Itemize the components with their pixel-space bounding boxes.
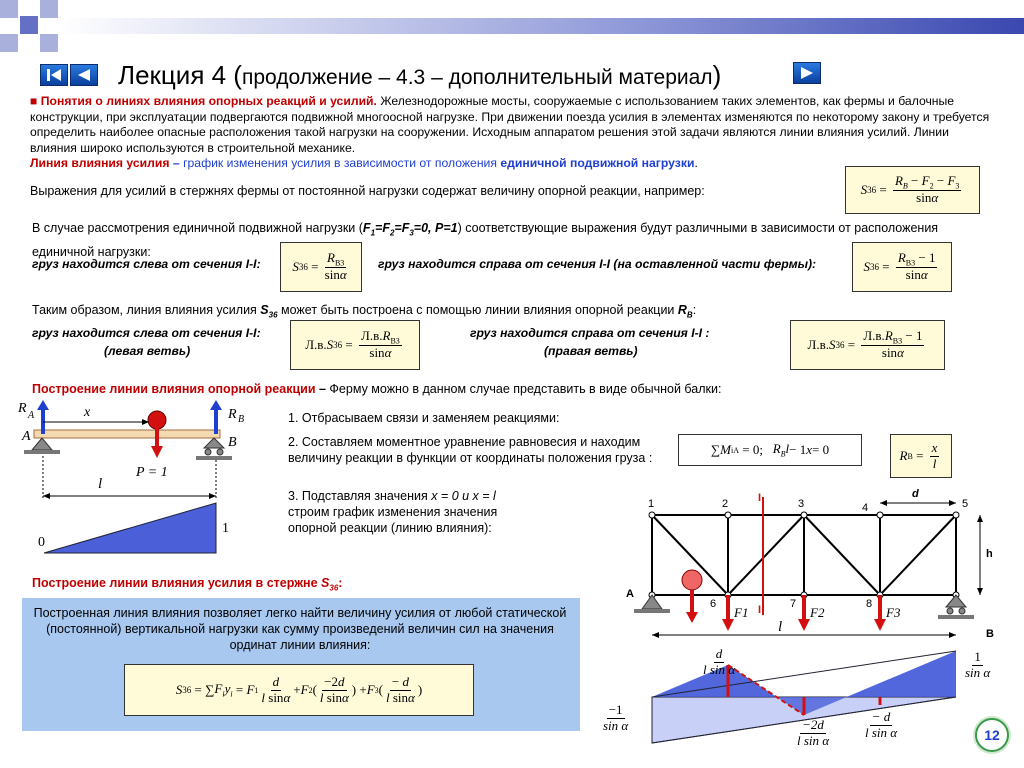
step-2: 2. Составляем моментное уравнение равновесия и находим величину реакции в функции от координаты положения груза : bbox=[288, 435, 653, 465]
formula-s36-right: S 36 = $\frac{R_{B3} - 1}{\sin\alpha}$ bbox=[852, 242, 952, 292]
dim-h: h bbox=[986, 548, 993, 560]
formula-rb: R B = $\frac{x}{l}$ bbox=[890, 434, 952, 478]
load-left-label: груз находится слева от сечения I-I: bbox=[32, 257, 261, 271]
bullet-icon: ■ bbox=[30, 94, 41, 108]
para-1: Выражения для усилий в стержнях фермы от постоянной нагрузки содержат величину опорной реакции, например: bbox=[30, 184, 705, 198]
ord-mid: $\frac{-2d}{\text{l sin α}}$ bbox=[797, 717, 830, 748]
ord-top: $\frac{d}{\text{l sin α}}$ bbox=[703, 646, 736, 677]
one-label: 1 bbox=[222, 521, 229, 536]
section-top: I bbox=[758, 492, 762, 504]
nav-left-group bbox=[40, 64, 98, 86]
beam-diagram bbox=[14, 398, 250, 568]
first-slide-button[interactable] bbox=[40, 64, 68, 86]
formula-s36-constant: S 36 = $\frac{R_B - F_2 - F_3}{\sin\alpha}$ bbox=[845, 166, 980, 214]
ord-right: $\frac{1}{\text{sin α}}$ bbox=[965, 649, 991, 680]
support-a: A bbox=[626, 588, 634, 600]
prev-icon bbox=[76, 68, 92, 82]
ord-left: $\frac{-1}{\text{sin α}}$ bbox=[603, 702, 629, 733]
node-5: 5 bbox=[962, 498, 969, 510]
para-2: В случае рассмотрения единичной подвижной нагрузки ($F_1=F_2=F_3=0$, P=1) соответствующие выражения будут различными в зависимости от расположения единичной нагрузки: bbox=[32, 221, 939, 259]
node-7: 7 bbox=[790, 598, 797, 610]
lv-left-sub: (левая ветвь) bbox=[104, 344, 191, 358]
section-2: Построение линии влияния усилия в стержне $S_{36}$: bbox=[32, 576, 343, 593]
formula-s36-left: S 36 = $\frac{R_{B3}}{\sin\alpha}$ bbox=[280, 242, 362, 292]
formula-moment: ∑ M iA = 0; $R_Bl$ − 1 x = 0 bbox=[678, 434, 862, 466]
page-number: 12 bbox=[975, 718, 1009, 752]
step-1: 1. Отбрасываем связи и заменяем реакциями: bbox=[288, 411, 560, 425]
section-1: Построение линии влияния опорной реакции – Ферму можно в данном случае представить в виде обычной балки: bbox=[32, 382, 722, 396]
step-3: 3. Подставляя значения x = 0 и x = l строим график изменения значения опорной реакции (линию влияния): bbox=[288, 489, 498, 535]
intro-paragraph: ■ Понятия о линиях влияния опорных реакций и усилий. Железнодорожные мосты, сооружаемые с использованием таких элементов, как фермы и балочные конструкции, при эксплуатации подвергаются подвижной многоосной нагрузке. При движении поезда усилия в элементах изменяются по некоторому закону и требуется определить наиболее опасные расположения такой нагрузки на сооружении. Исходным аппаратом решения этой задачи являются линии влияния усилий. Линии влияния широко используются в строительной механике. Линия влияния усилия – график изменения усилия в зависимости от положения единичной подвижной нагрузки. bbox=[30, 94, 990, 170]
node-8: 8 bbox=[866, 598, 873, 610]
next-icon bbox=[799, 66, 815, 80]
ord-mid2: $\frac{- d}{\text{l sin α}}$ bbox=[865, 709, 898, 740]
rb-sub: B bbox=[238, 414, 245, 425]
support-b: B bbox=[986, 628, 994, 640]
skip-back-icon bbox=[46, 68, 62, 82]
formula-lv-right: Л.в. S 36 = $\frac{Л.в.R_{B3} - 1}{\sin\alpha}$ bbox=[790, 320, 945, 370]
node-6: 6 bbox=[710, 598, 717, 610]
p-label: P = 1 bbox=[136, 465, 168, 480]
f1-label: F1 bbox=[734, 605, 749, 620]
section-bottom: I bbox=[758, 604, 762, 616]
x-label: x bbox=[84, 405, 91, 420]
next-group bbox=[793, 62, 821, 84]
b-label: B bbox=[228, 435, 237, 450]
page-title: Лекция 4 (продолжение – 4.3 – дополнительный материал) bbox=[118, 60, 722, 90]
node-4: 4 bbox=[862, 502, 869, 514]
ra-label: R bbox=[18, 401, 27, 416]
lv-right-label: груз находится справа от сечения I-I : bbox=[470, 326, 710, 340]
node-3: 3 bbox=[798, 498, 805, 510]
node-2: 2 bbox=[722, 498, 729, 510]
ra-sub: A bbox=[28, 410, 35, 421]
truss-diagram bbox=[600, 485, 1020, 755]
formula-sum: S 36 = ∑ $F_iy_i$ = F 1 $\frac{d}{\text{l sinα}}$ + F 2 ( $\frac{-2d}{\text{l sinα}}$ ) + F 3 ( $\frac{- d}{\text{l sinα}}$ ) bbox=[124, 664, 474, 716]
a-label: A bbox=[22, 429, 31, 444]
prev-slide-button[interactable] bbox=[70, 64, 98, 86]
next-slide-button[interactable] bbox=[793, 62, 821, 84]
lv-left-label: груз находится слева от сечения I-I: bbox=[32, 326, 261, 340]
para-3: Таким образом, линия влияния усилия $S_{36}$ может быть построена с помощью линии влияния опорной реакции $R_B$: bbox=[32, 303, 697, 320]
f2-label: F2 bbox=[810, 605, 825, 620]
lv-right-sub: (правая ветвь) bbox=[544, 344, 638, 358]
note-text: Построенная линия влияния позволяет легко найти величину усилия от любой статической (постоянной) вертикальной нагрузки как сумму произведений величин сил на значения ординат линии влияния: bbox=[33, 606, 567, 652]
load-vars-text: $F_1=F_2=F_3=0$, P=1 bbox=[362, 221, 458, 238]
f3-label: F3 bbox=[886, 605, 901, 620]
dim-d: d bbox=[912, 488, 919, 500]
load-right-label: груз находится справа от сечения I-I (на оставленной части фермы): bbox=[378, 257, 817, 271]
span-l-label: l bbox=[778, 619, 783, 635]
l-label: l bbox=[98, 476, 103, 492]
zero-label: 0 bbox=[38, 535, 45, 550]
formula-lv-left: Л.в. S 36 = $\frac{Л.в.R_{B3}}{\sin\alpha}$ bbox=[290, 320, 420, 370]
rb-label: R bbox=[228, 407, 237, 422]
node-1: 1 bbox=[648, 498, 655, 510]
